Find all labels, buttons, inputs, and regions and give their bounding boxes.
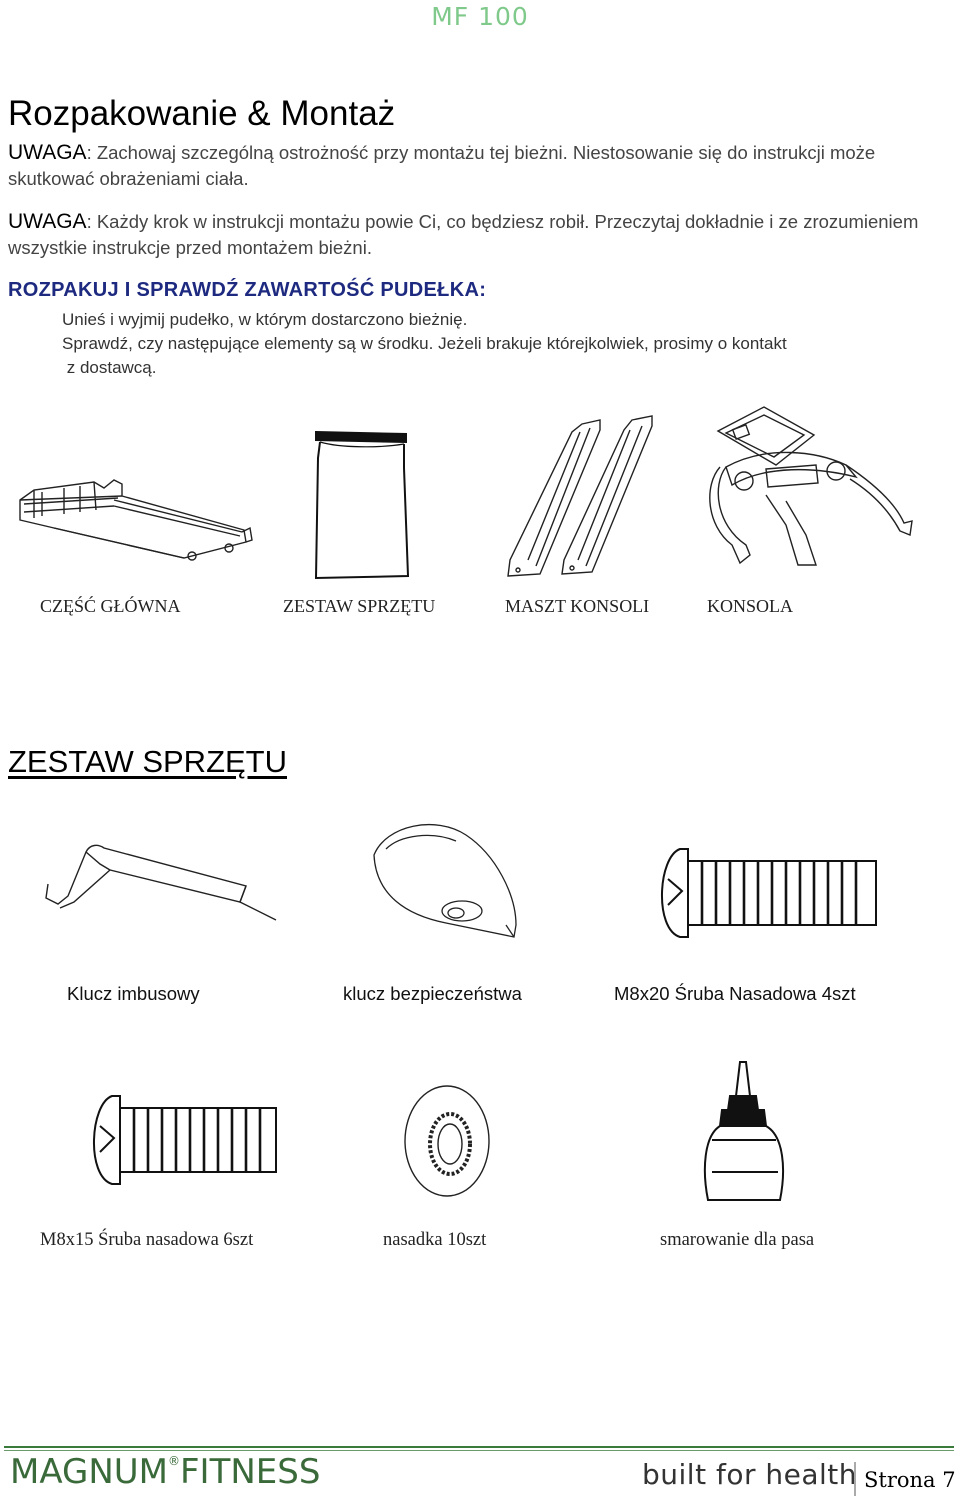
safety-key-drawing (366, 815, 526, 945)
console-mast-drawing (500, 410, 660, 580)
m8x15-bolt-drawing (82, 1090, 280, 1190)
brand-logo-magnum: MAGNUM (10, 1452, 168, 1492)
page-title: Rozpakowanie & Montaż (8, 94, 396, 133)
unpack-step-3: z dostawcą. (62, 358, 157, 377)
lubricant-bottle-drawing (700, 1060, 790, 1205)
allen-key-drawing (40, 838, 280, 928)
treadmill-main-frame-drawing (14, 470, 254, 565)
hardware-label-m8x20-bolt: M8x20 Śruba Nasadowa 4szt (614, 983, 856, 1004)
hardware-label-allen-key: Klucz imbusowy (67, 983, 200, 1004)
warning-1-text: : Zachowaj szczególną ostrożność przy montażu tej bieżni. Niestosowanie się do instrukcji może skutkować obrażeniami ciała. (8, 142, 876, 189)
brand-registered-mark: ® (168, 1454, 180, 1468)
unpack-heading: ROZPAKUJ I SPRAWDŹ ZAWARTOŚĆ PUDEŁKA: (8, 279, 487, 301)
footer-divider (4, 1446, 954, 1451)
hardware-bag-drawing (310, 428, 412, 580)
washer-drawing (400, 1082, 495, 1200)
part-label-hardware-kit: ZESTAW SPRZĘTU (283, 596, 436, 616)
document-model-header: MF 100 (431, 2, 529, 31)
part-label-console-mast: MASZT KONSOLI (505, 596, 650, 616)
warning-1 (8, 140, 948, 192)
hardware-label-lubricant: smarowanie dla pasa (660, 1230, 815, 1250)
brand-slogan: built for health (642, 1458, 857, 1491)
brand-logo (10, 1452, 320, 1492)
unpack-steps (62, 308, 922, 380)
hardware-kit-heading: ZESTAW SPRZĘTU (8, 744, 287, 779)
warning-2-text: : Każdy krok w instrukcji montażu powie Ci, co będziesz robił. Przeczytaj dokładnie i ze zrozumieniem wszystkie instrukcje przed montażem bieżni. (8, 211, 919, 258)
warning-2-label: UWAGA (8, 210, 87, 233)
page-number: Strona 7 (864, 1468, 956, 1492)
part-label-main: CZĘŚĆ GŁÓWNA (40, 596, 181, 616)
unpack-step-2: Sprawdź, czy następujące elementy są w środku. Jeżeli brakuje którejkolwiek, prosimy o kontakt (62, 334, 787, 353)
warning-1-label: UWAGA (8, 141, 87, 164)
hardware-label-washer: nasadka 10szt (383, 1230, 487, 1250)
hardware-label-safety-key: klucz bezpieczeństwa (343, 983, 522, 1004)
m8x20-bolt-drawing (650, 843, 880, 943)
hardware-label-m8x15-bolt: M8x15 Śruba nasadowa 6szt (40, 1230, 254, 1250)
console-drawing (706, 405, 916, 570)
part-label-console: KONSOLA (707, 596, 794, 616)
unpack-step-1: Unieś i wyjmij pudełko, w którym dostarczono bieżnię. (62, 310, 468, 329)
brand-logo-fitness: FITNESS (180, 1452, 321, 1492)
warning-2 (8, 209, 948, 261)
